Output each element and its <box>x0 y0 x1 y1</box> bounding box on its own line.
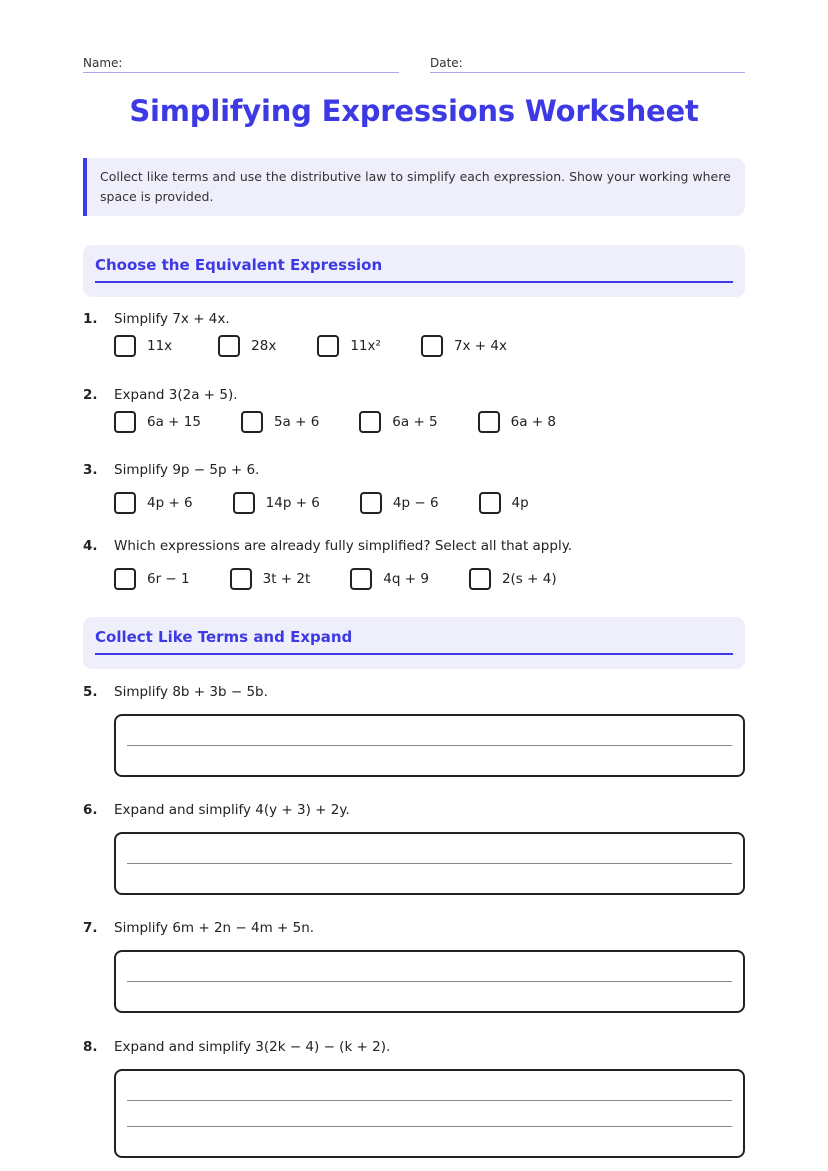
option[interactable] <box>359 411 437 433</box>
question-text: Simplify 8b + 3b − 5b. <box>114 684 268 700</box>
option-label: 7x + 4x <box>453 338 507 354</box>
answer-box[interactable] <box>114 714 745 777</box>
checkbox[interactable] <box>114 335 136 357</box>
question-text: Expand 3(2a + 5). <box>114 387 238 403</box>
section-rule <box>95 653 733 655</box>
options-row <box>114 334 507 358</box>
option-label: 6a + 5 <box>392 414 438 430</box>
checkbox[interactable] <box>218 335 240 357</box>
option-label: 14p + 6 <box>265 495 320 511</box>
question-number: 2. <box>83 387 98 403</box>
question-number: 6. <box>83 802 98 818</box>
page-title: Simplifying Expressions Worksheet <box>129 94 699 128</box>
option-label: 6a + 8 <box>510 414 557 430</box>
option[interactable] <box>218 335 276 357</box>
option-label: 28x <box>251 338 277 354</box>
answer-line <box>127 981 732 982</box>
option-label: 4p <box>511 495 529 511</box>
option-label: 4p − 6 <box>392 495 439 511</box>
name-label: Name: <box>83 56 123 70</box>
option-label: 11x² <box>350 338 381 354</box>
answer-box[interactable] <box>114 1069 745 1158</box>
checkbox[interactable] <box>114 568 136 590</box>
section-title: Choose the Equivalent Expression <box>95 256 383 274</box>
option[interactable] <box>317 335 381 357</box>
instructions-box: Collect like terms and use the distributive law to simplify each expression. Show your working where space is provided. <box>83 158 745 216</box>
option-label: 4p + 6 <box>147 495 193 511</box>
options-row <box>114 567 557 591</box>
checkbox[interactable] <box>478 411 500 433</box>
question-number: 8. <box>83 1039 98 1055</box>
option[interactable] <box>241 411 319 433</box>
section-header-collect <box>83 617 745 669</box>
checkbox[interactable] <box>350 568 372 590</box>
question-text: Expand and simplify 3(2k − 4) − (k + 2). <box>114 1039 391 1055</box>
checkbox[interactable] <box>241 411 263 433</box>
name-date-row <box>83 52 745 74</box>
option[interactable] <box>469 568 557 590</box>
checkbox[interactable] <box>469 568 491 590</box>
option[interactable] <box>114 568 190 590</box>
option[interactable] <box>479 492 529 514</box>
answer-box[interactable] <box>114 832 745 895</box>
section-rule <box>95 281 733 283</box>
checkbox[interactable] <box>317 335 339 357</box>
options-row <box>114 410 556 434</box>
checkbox[interactable] <box>114 411 136 433</box>
option[interactable] <box>233 492 320 514</box>
question-number: 4. <box>83 538 98 554</box>
option[interactable] <box>114 335 172 357</box>
question-text: Which expressions are already fully simplified? Select all that apply. <box>114 538 573 554</box>
answer-line <box>127 1100 732 1101</box>
name-field[interactable] <box>83 52 399 73</box>
option[interactable] <box>230 568 311 590</box>
option[interactable] <box>478 411 556 433</box>
question-number: 5. <box>83 684 98 700</box>
answer-line <box>127 863 732 864</box>
question-text: Simplify 7x + 4x. <box>114 311 230 327</box>
section-title: Collect Like Terms and Expand <box>95 628 353 646</box>
option-label: 2(s + 4) <box>501 571 557 587</box>
question-text: Simplify 9p − 5p + 6. <box>114 462 260 478</box>
section-header-equivalent <box>83 245 745 297</box>
question-text: Expand and simplify 4(y + 3) + 2y. <box>114 802 350 818</box>
checkbox[interactable] <box>114 492 136 514</box>
question-number: 1. <box>83 311 98 327</box>
date-label: Date: <box>430 56 463 70</box>
option-label: 5a + 6 <box>273 414 320 430</box>
option-label: 11x <box>147 338 173 354</box>
question-number: 7. <box>83 920 98 936</box>
option[interactable] <box>350 568 429 590</box>
option[interactable] <box>114 411 201 433</box>
checkbox[interactable] <box>359 411 381 433</box>
question-text: Simplify 6m + 2n − 4m + 5n. <box>114 920 315 936</box>
option[interactable] <box>421 335 507 357</box>
answer-line <box>127 1126 732 1127</box>
date-field[interactable] <box>430 52 745 73</box>
checkbox[interactable] <box>479 492 501 514</box>
option-label: 6a + 15 <box>147 414 201 430</box>
options-row <box>114 491 529 515</box>
checkbox[interactable] <box>233 492 255 514</box>
answer-line <box>127 745 732 746</box>
question-number: 3. <box>83 462 98 478</box>
option-label: 4q + 9 <box>383 571 429 587</box>
option[interactable] <box>360 492 439 514</box>
option[interactable] <box>114 492 193 514</box>
option-label: 3t + 2t <box>262 571 311 587</box>
checkbox[interactable] <box>421 335 443 357</box>
checkbox[interactable] <box>230 568 252 590</box>
answer-box[interactable] <box>114 950 745 1013</box>
checkbox[interactable] <box>360 492 382 514</box>
option-label: 6r − 1 <box>147 571 190 587</box>
